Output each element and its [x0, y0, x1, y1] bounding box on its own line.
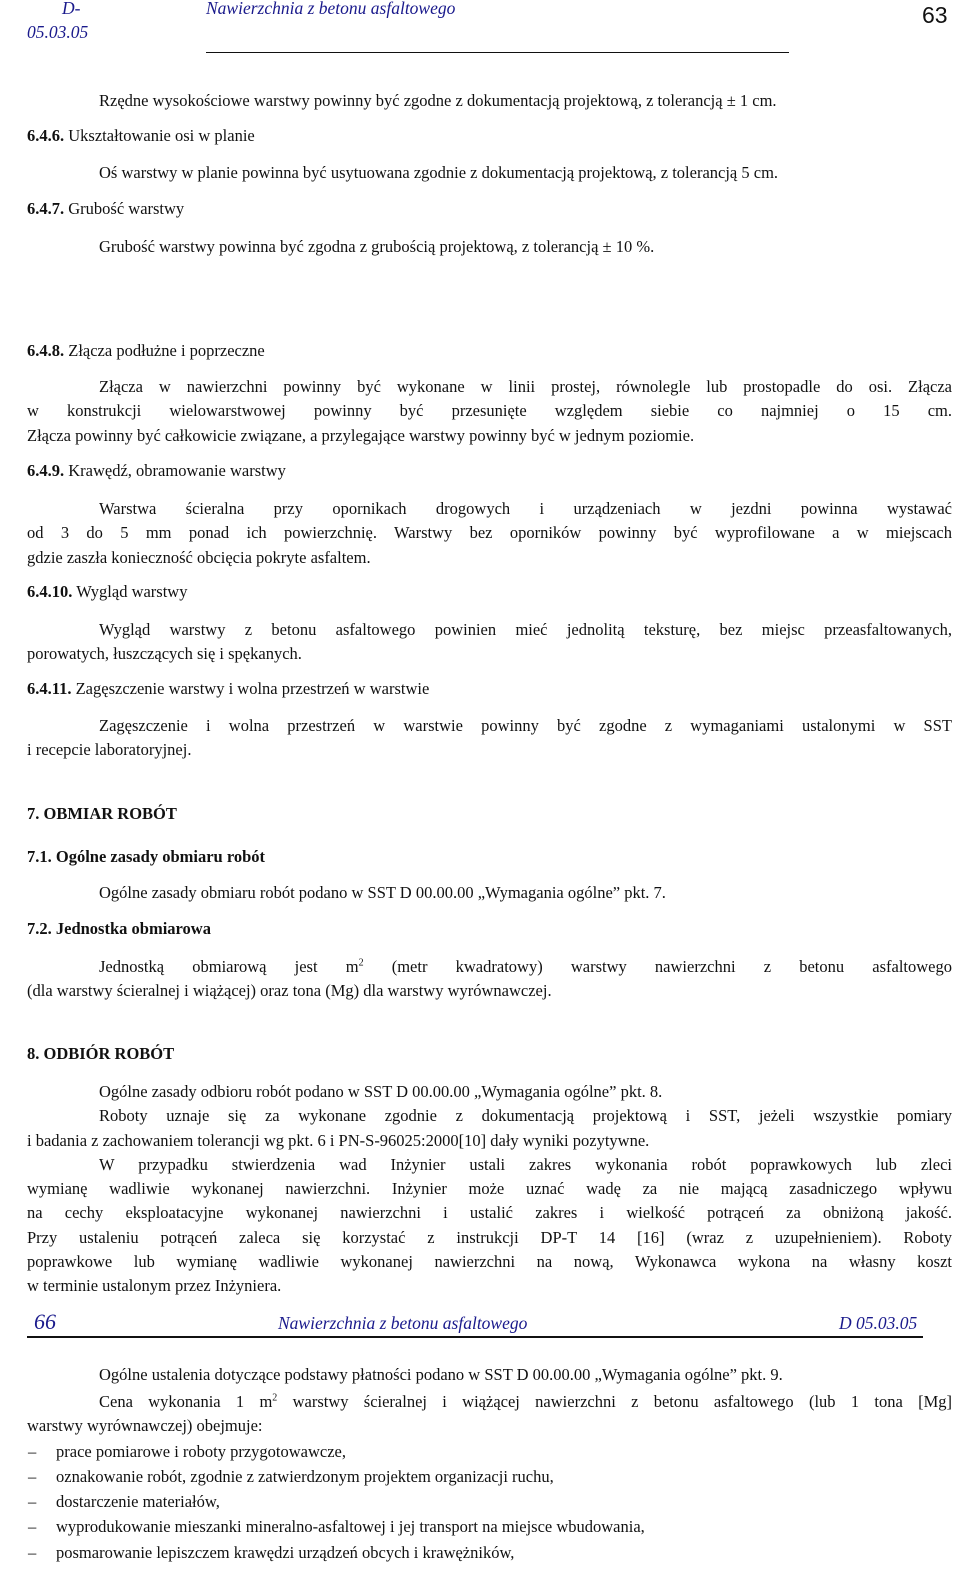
heading-6-4-11: 6.4.11. Zagęszczenie warstwy i wolna przestrzeń w warstwie	[27, 679, 430, 698]
paragraph-8: Ogólne zasady odbioru robót podano w SST D 00.00.00 „Wymagania ogólne” pkt. 8. Roboty uznaje się za wykonane zgodnie z dokumentacją projektową i SST, jeżeli wszystkie pomiary i badania z zachowaniem tolerancji wg pkt. 6 i PN-S-96025:2000[10] dały wyniki pozytywne. W przypadku stwierdzenia wad Inżynier ustali zakres wykonania robót poprawkowych lub zleci wymianę wadliwie wykonanej nawierzchni. Inżynier może uznać wadę za nie mającą zasadniczego wpływu na cechy eksploatacyjne wykonanej nawierzchni i ustalić zakres i wielkość potrąceń za obniżoną jakość. Przy ustaleniu potrąceń zaleca się korzystać z instrukcji DP-T 14 [16] (wraz z uzupełnieniem). Roboty poprawkowe lub wymianę wadliwie wykonanej nawierzchni na nową, Wykonawca wykona na własny koszt w terminie ustalonym przez Inżyniera.	[27, 1082, 952, 1296]
heading-7-1: 7.1. Ogólne zasady obmiaru robót	[27, 847, 266, 866]
list-dash: –	[28, 1442, 37, 1461]
footer-title: Nawierzchnia z betonu asfaltowego	[278, 1313, 528, 1333]
paragraph-rzedne: Rzędne wysokościowe warstwy powinny być zgodne z dokumentacją projektową, z tolerancją ± 1 cm.	[99, 91, 777, 110]
paragraph-zlacza: Złącza w nawierzchni powinny być wykonane w linii prostej, równolegle lub prostopadle do osi. Złącza w konstrukcji wielowarstwowej powinny być przesunięte względem siebie co najmniej o 15 cm. Złącza powinny być całkowicie związane, a przylegające warstwy powinny być w jednym poziomie.	[27, 377, 952, 445]
header-doc-code-line2: 05.03.05	[27, 22, 89, 42]
paragraph-9-2: Cena wykonania 1 $m^2$ warstwy ścieralnej i wiążącej nawierzchni z betonu asfaltowego (lub 1 tona [Mg] warstwy wyrównawczej) obejmuje:	[27, 1392, 952, 1436]
heading-7-2: 7.2. Jednostka obmiarowa	[27, 919, 211, 938]
header-doc-code-line1: D-	[62, 0, 81, 18]
list-dash: –	[28, 1543, 37, 1562]
list-dash: –	[28, 1492, 37, 1511]
paragraph-grubosc: Grubość warstwy powinna być zgodna z grubością projektową, z tolerancją ± 10 %.	[99, 237, 655, 256]
paragraph-wyglad: Wygląd warstwy z betonu asfaltowego powinien mieć jednolitą teksturę, bez miejsc przeasfaltowanych, porowatych, łuszczących się i spękanych.	[27, 620, 952, 664]
list-dash: –	[28, 1517, 37, 1536]
paragraph-7-2: Jednostką obmiarową jest $m^2$ (metr kwadratowy) warstwy nawierzchni z betonu asfaltowego (dla warstwy ścieralnej i wiążącej) oraz tona (Mg) dla warstwy wyrównawczej.	[27, 957, 953, 1001]
paragraph-7-1: Ogólne zasady obmiaru robót podano w SST D 00.00.00 „Wymagania ogólne” pkt. 7.	[99, 883, 666, 902]
header-page-number: 63	[922, 2, 948, 28]
footer-page-number: 66	[34, 1309, 56, 1334]
list-item: oznakowanie robót, zgodnie z zatwierdzonym projektem organizacji ruchu,	[56, 1467, 554, 1486]
heading-8-odbior: 8. ODBIÓR ROBÓT	[27, 1044, 175, 1063]
heading-6-4-7: 6.4.7. Grubość warstwy	[27, 199, 185, 218]
heading-6-4-10: 6.4.10. Wygląd warstwy	[27, 582, 188, 601]
paragraph-zageszczenie: Zagęszczenie i wolna przestrzeń w warstwie powinny być zgodne z wymaganiami ustalonymi w SST i recepcie laboratoryjnej.	[27, 716, 952, 760]
heading-6-4-8: 6.4.8. Złącza podłużne i poprzeczne	[27, 341, 265, 360]
paragraph-9-1: Ogólne ustalenia dotyczące podstawy płatności podano w SST D 00.00.00 „Wymagania ogólne” pkt. 9.	[99, 1365, 783, 1384]
heading-7-obmiar: 7. OBMIAR ROBÓT	[27, 804, 177, 823]
footer-doc-code: D 05.03.05	[839, 1313, 918, 1333]
list-item: posmarowanie lepiszczem krawędzi urządzeń obcych i krawężników,	[56, 1543, 515, 1562]
list-dash: –	[28, 1467, 37, 1486]
paragraph-krawedz: Warstwa ścieralna przy opornikach drogowych i urządzeniach w jezdni powinna wystawać od 3 do 5 mm ponad ich powierzchnię. Warstwy bez oporników powinny być wyprofilowane a w miejscach gdzie zaszła konieczność obcięcia pokryte asfaltem.	[27, 499, 952, 567]
list-item: dostarczenie materiałów,	[56, 1492, 220, 1511]
list-item: prace pomiarowe i roboty przygotowawcze,	[56, 1442, 347, 1461]
list-item: wyprodukowanie mieszanki mineralno-asfaltowej i jej transport na miejsce wbudowania,	[56, 1517, 645, 1536]
header-rule	[206, 52, 789, 53]
heading-6-4-9: 6.4.9. Krawędź, obramowanie warstwy	[27, 461, 286, 480]
footer-rule	[27, 1336, 923, 1338]
heading-6-4-6: 6.4.6. Ukształtowanie osi w planie	[27, 126, 255, 145]
paragraph-os: Oś warstwy w planie powinna być usytuowana zgodnie z dokumentacją projektową, z tolerancją 5 cm.	[99, 163, 779, 182]
header-title: Nawierzchnia z betonu asfaltowego	[206, 0, 456, 18]
